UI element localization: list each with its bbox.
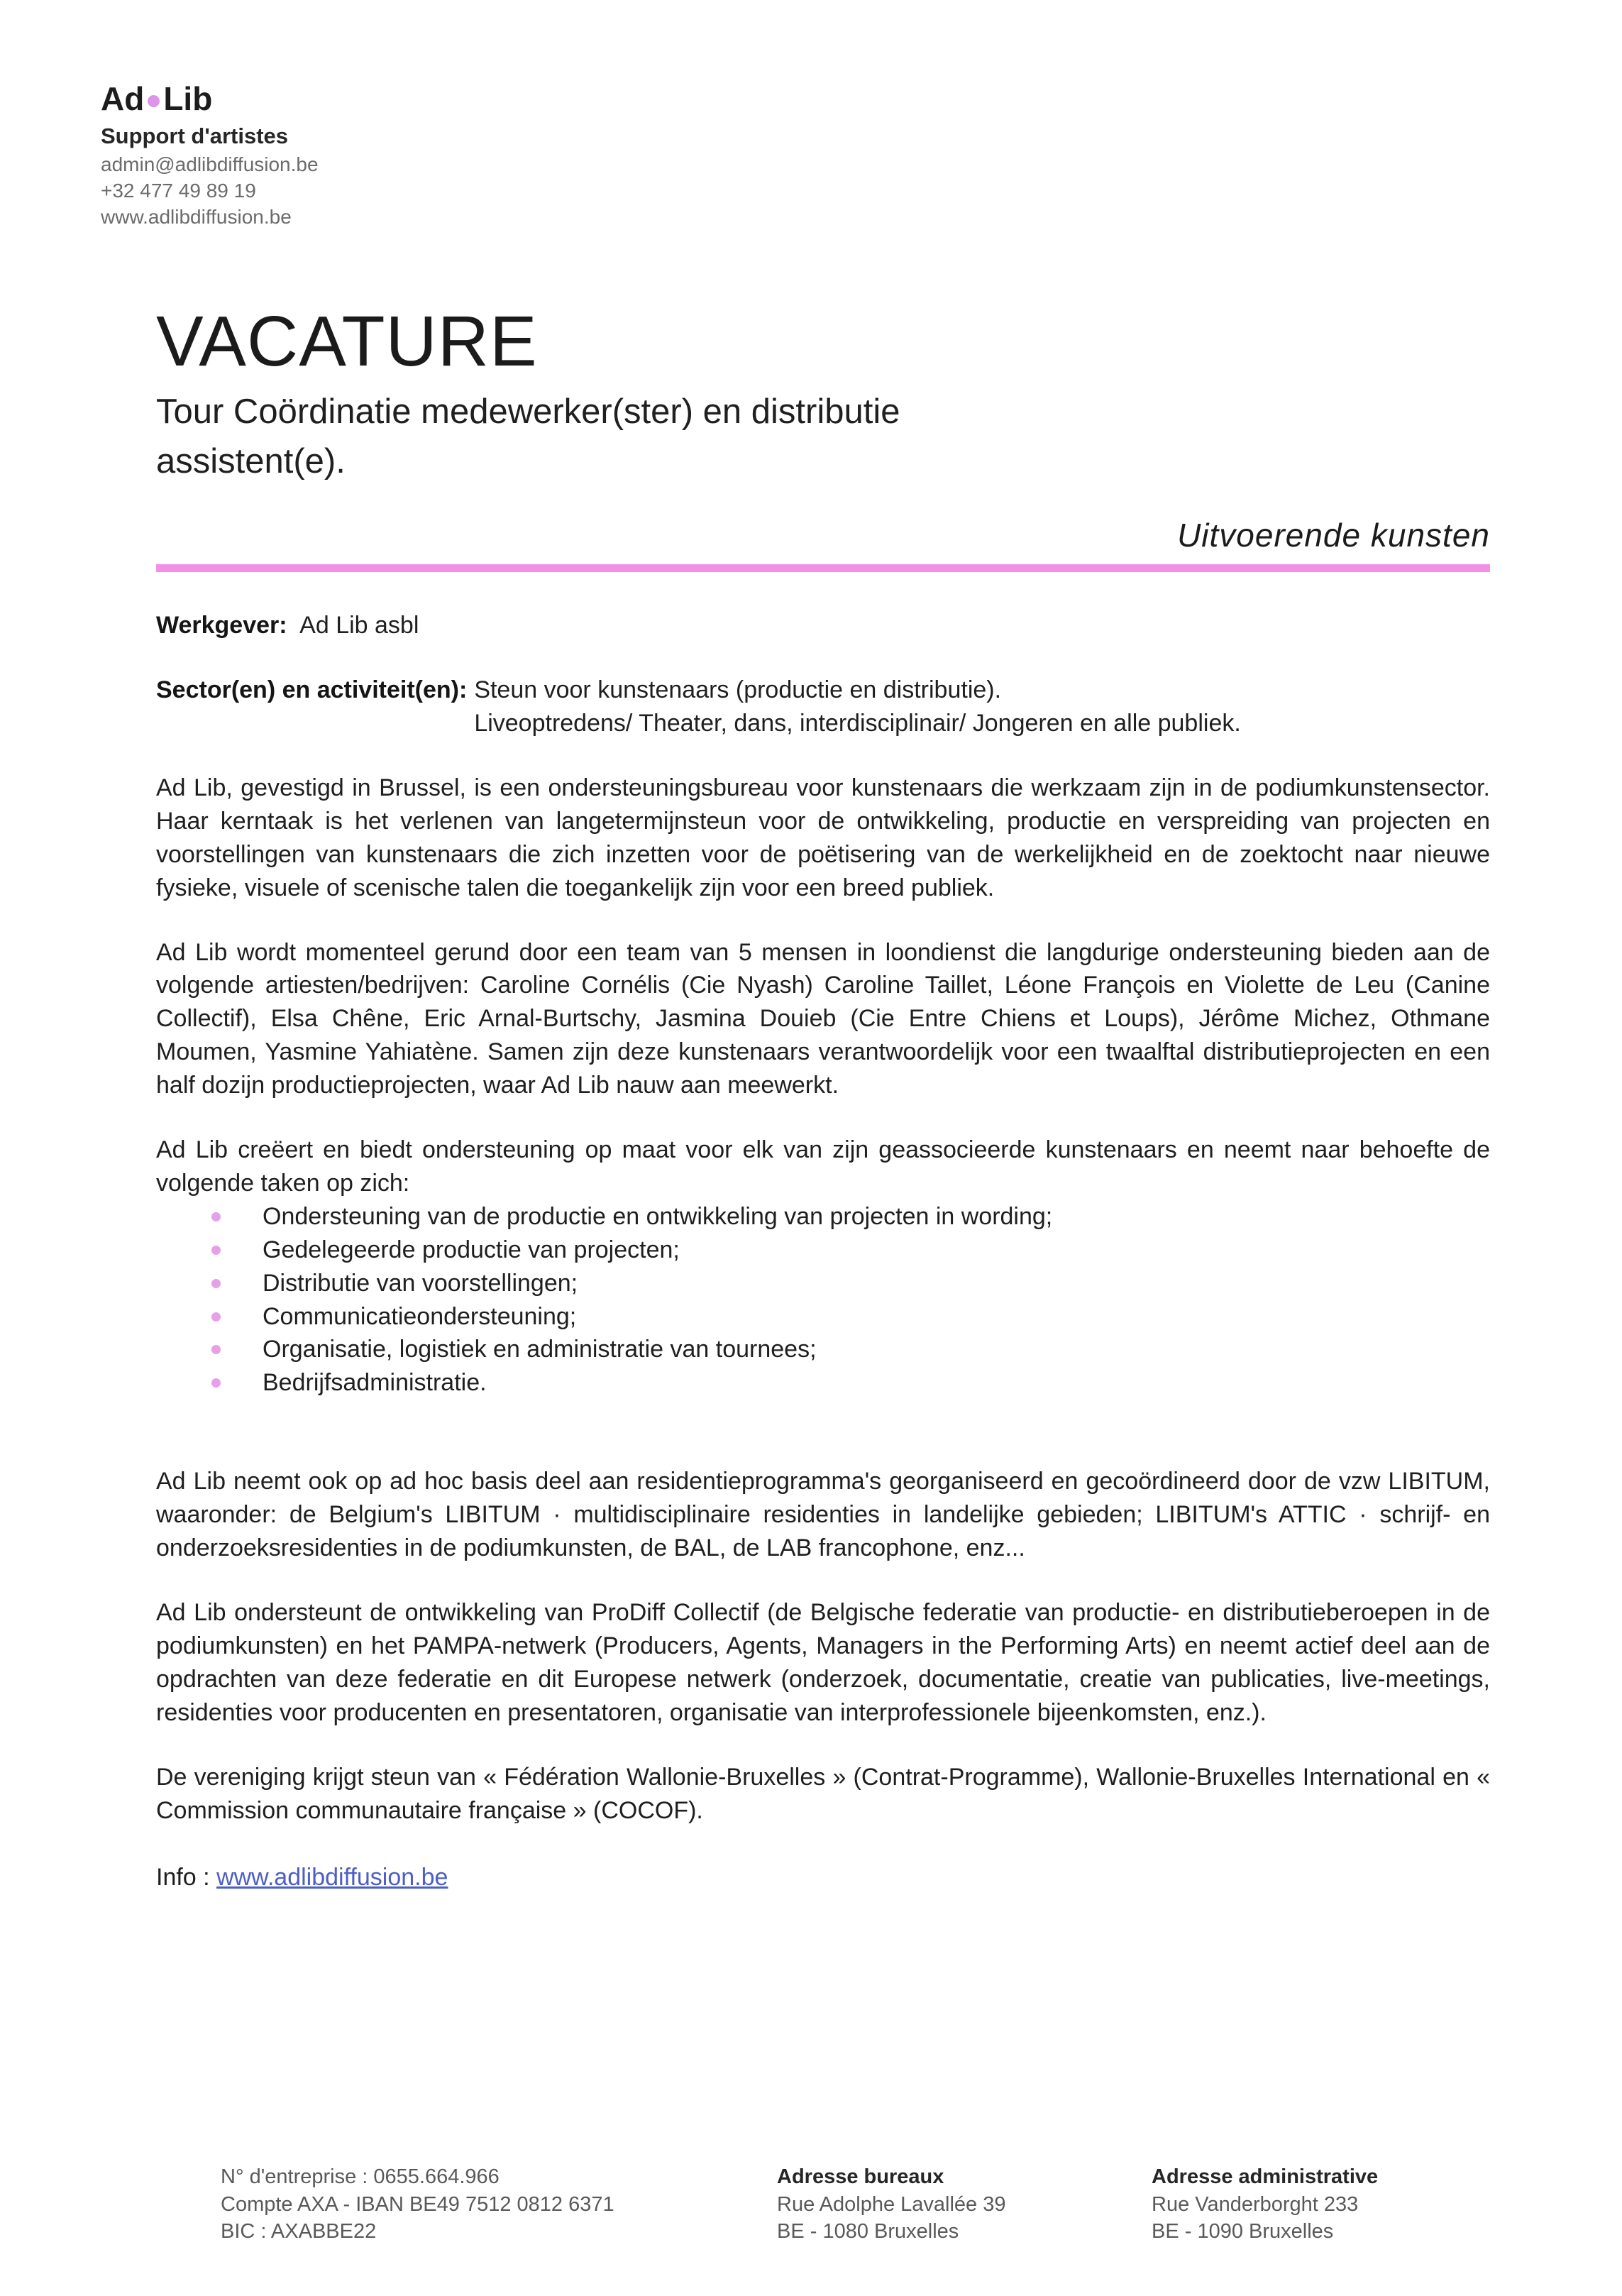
office-address-title: Adresse bureaux xyxy=(777,2165,944,2188)
task-text: Bedrijfsadministratie. xyxy=(263,1369,487,1397)
bullet-icon xyxy=(211,1378,221,1388)
sector-value-line1: Steun voor kunstenaars (productie en distributie). xyxy=(474,676,1002,704)
bullet-icon xyxy=(211,1279,221,1288)
paragraph-residencies: Ad Lib neemt ook op ad hoc basis deel aan residentieprogramma's georganiseerd en gecoördineerd door de vzw LIBITUM, waaronder: de Belgium's LIBITUM · multidisciplinaire residenties in landelijke gebieden; LIBITUM's ATTIC · schrijf- en onderzoeksresidenties in de podiumkunsten, de BAL, de LAB francophone, enz... xyxy=(156,1468,1490,1562)
list-item xyxy=(263,1267,1490,1300)
task-text: Organisatie, logistiek en administratie van tournees; xyxy=(263,1336,817,1363)
logo-tagline: Support d'artistes xyxy=(101,123,289,148)
admin-address-city: BE - 1090 Bruxelles xyxy=(1152,2220,1334,2243)
tasks-list xyxy=(156,1200,1490,1400)
info-row xyxy=(156,1864,1490,1891)
task-text: Communicatieondersteuning; xyxy=(263,1302,577,1330)
logo-text-ad: Ad xyxy=(101,80,145,117)
paragraph-about: Ad Lib, gevestigd in Brussel, is een ondersteuningsbureau voor kunstenaars die werkzaam zijn in de podiumkunstensector. Haar kerntaak is het verlenen van langetermijnsteun voor de ontwikkeling, productie en verspreiding van projecten en voorstellingen van kunstenaars die zich inzetten voor de poëtisering van de werkelijkheid en de zoektocht naar nieuwe fysieke, visuele of scenische talen die toegankelijk zijn voor een breed publiek. xyxy=(156,774,1490,901)
sector-values xyxy=(474,674,1241,740)
company-iban: Compte AXA - IBAN BE49 7512 0812 6371 xyxy=(221,2192,614,2216)
list-item xyxy=(263,1200,1490,1234)
contact-phone: +32 477 49 89 19 xyxy=(101,179,256,202)
page-title: VACATURE xyxy=(156,302,538,381)
website-link[interactable]: www.adlibdiffusion.be xyxy=(216,1864,448,1891)
task-text: Distributie van voorstellingen; xyxy=(263,1269,578,1297)
letterhead xyxy=(101,79,319,231)
paragraph-team: Ad Lib wordt momenteel gerund door een team van 5 mensen in loondienst die langdurige ondersteuning bieden aan de volgende artiesten/bedrijven: Caroline Cornélis (Cie Nyash) Caroline Taillet, Léone François en Violette de Leu (Canine Collectif), Elsa Chêne, Eric Arnal-Burtschy, Jasmina Douieb (Cie Entre Chiens et Loups), Jérôme Michez, Othmane Moumen, Yasmine Yahiatène. Samen zijn deze kunstenaars verantwoordelijk voor een twaalftal distributieprojecten en een half dozijn productieprojecten, waar Ad Lib nauw aan meewerkt. xyxy=(156,938,1490,1099)
logo-text-lib: Lib xyxy=(163,80,213,117)
paragraph-funding: De vereniging krijgt steun van « Fédération Wallonie-Bruxelles » (Contrat-Programme), Wallonie-Bruxelles International en « Commission communautaire française » (COCOF). xyxy=(156,1763,1490,1824)
bullet-icon xyxy=(211,1246,221,1255)
paragraph-networks: Ad Lib ondersteunt de ontwikkeling van ProDiff Collectif (de Belgische federatie van productie- en distributieberoepen in de podiumkunsten) en het PAMPA-netwerk (Producers, Agents, Managers in the Performing Arts) en neemt actief deel aan de opdrachten van deze federatie en dit Europese netwerk (onderzoek, documentatie, creatie van publicaties, live-meetings, residenties voor producenten en presentatoren, organisatie van interprofessionele bijeenkomsten, enz.). xyxy=(156,1599,1490,1726)
footer-admin-address xyxy=(1152,2163,1378,2246)
list-item xyxy=(263,1333,1490,1366)
category-label: Uitvoerende kunsten xyxy=(1177,517,1490,554)
office-address-city: BE - 1080 Bruxelles xyxy=(777,2220,959,2243)
contact-email: admin@adlibdiffusion.be xyxy=(101,153,319,175)
info-label: Info : xyxy=(156,1864,217,1891)
adlib-logo xyxy=(101,79,319,118)
document-body xyxy=(156,302,1490,1891)
admin-address-title: Adresse administrative xyxy=(1152,2165,1379,2188)
list-item xyxy=(263,1234,1490,1267)
sector-value-line2: Liveoptredens/ Theater, dans, interdisciplinair/ Jongeren en alle publiek. xyxy=(474,709,1241,737)
employer-value: Ad Lib asbl xyxy=(299,612,419,639)
footer-company-details xyxy=(221,2163,614,2246)
office-address-street: Rue Adolphe Lavallée 39 xyxy=(777,2192,1006,2216)
task-text: Ondersteuning van de productie en ontwikkeling van projecten in wording; xyxy=(263,1202,1053,1230)
bullet-icon xyxy=(211,1212,221,1221)
task-text: Gedelegeerde productie van projecten; xyxy=(263,1236,680,1263)
bullet-icon xyxy=(211,1345,221,1354)
sector-field xyxy=(156,674,1490,740)
company-bic: BIC : AXABBE22 xyxy=(221,2220,377,2243)
list-item xyxy=(263,1366,1490,1400)
footer-office-address xyxy=(777,2163,1005,2246)
employer-field xyxy=(156,609,1490,642)
bullet-icon xyxy=(211,1312,221,1322)
list-item xyxy=(263,1300,1490,1334)
pink-divider-rule xyxy=(156,564,1490,572)
job-title: Tour Coördinatie medewerker(ster) en distributie assistent(e). xyxy=(156,392,900,480)
admin-address-street: Rue Vanderborght 233 xyxy=(1152,2192,1359,2216)
logo-dot-icon xyxy=(148,95,160,107)
company-number: N° d'entreprise : 0655.664.966 xyxy=(221,2165,500,2188)
employer-label: Werkgever: xyxy=(156,612,287,639)
paragraph-tasks-intro: Ad Lib creëert en biedt ondersteuning op maat voor elk van zijn geassocieerde kunstenaars en neemt naar behoefte de volgende taken op zich: xyxy=(156,1136,1490,1197)
category-row xyxy=(156,516,1490,554)
sector-label: Sector(en) en activiteit(en): xyxy=(156,676,468,704)
contact-block xyxy=(101,152,319,231)
contact-website: www.adlibdiffusion.be xyxy=(101,205,292,228)
